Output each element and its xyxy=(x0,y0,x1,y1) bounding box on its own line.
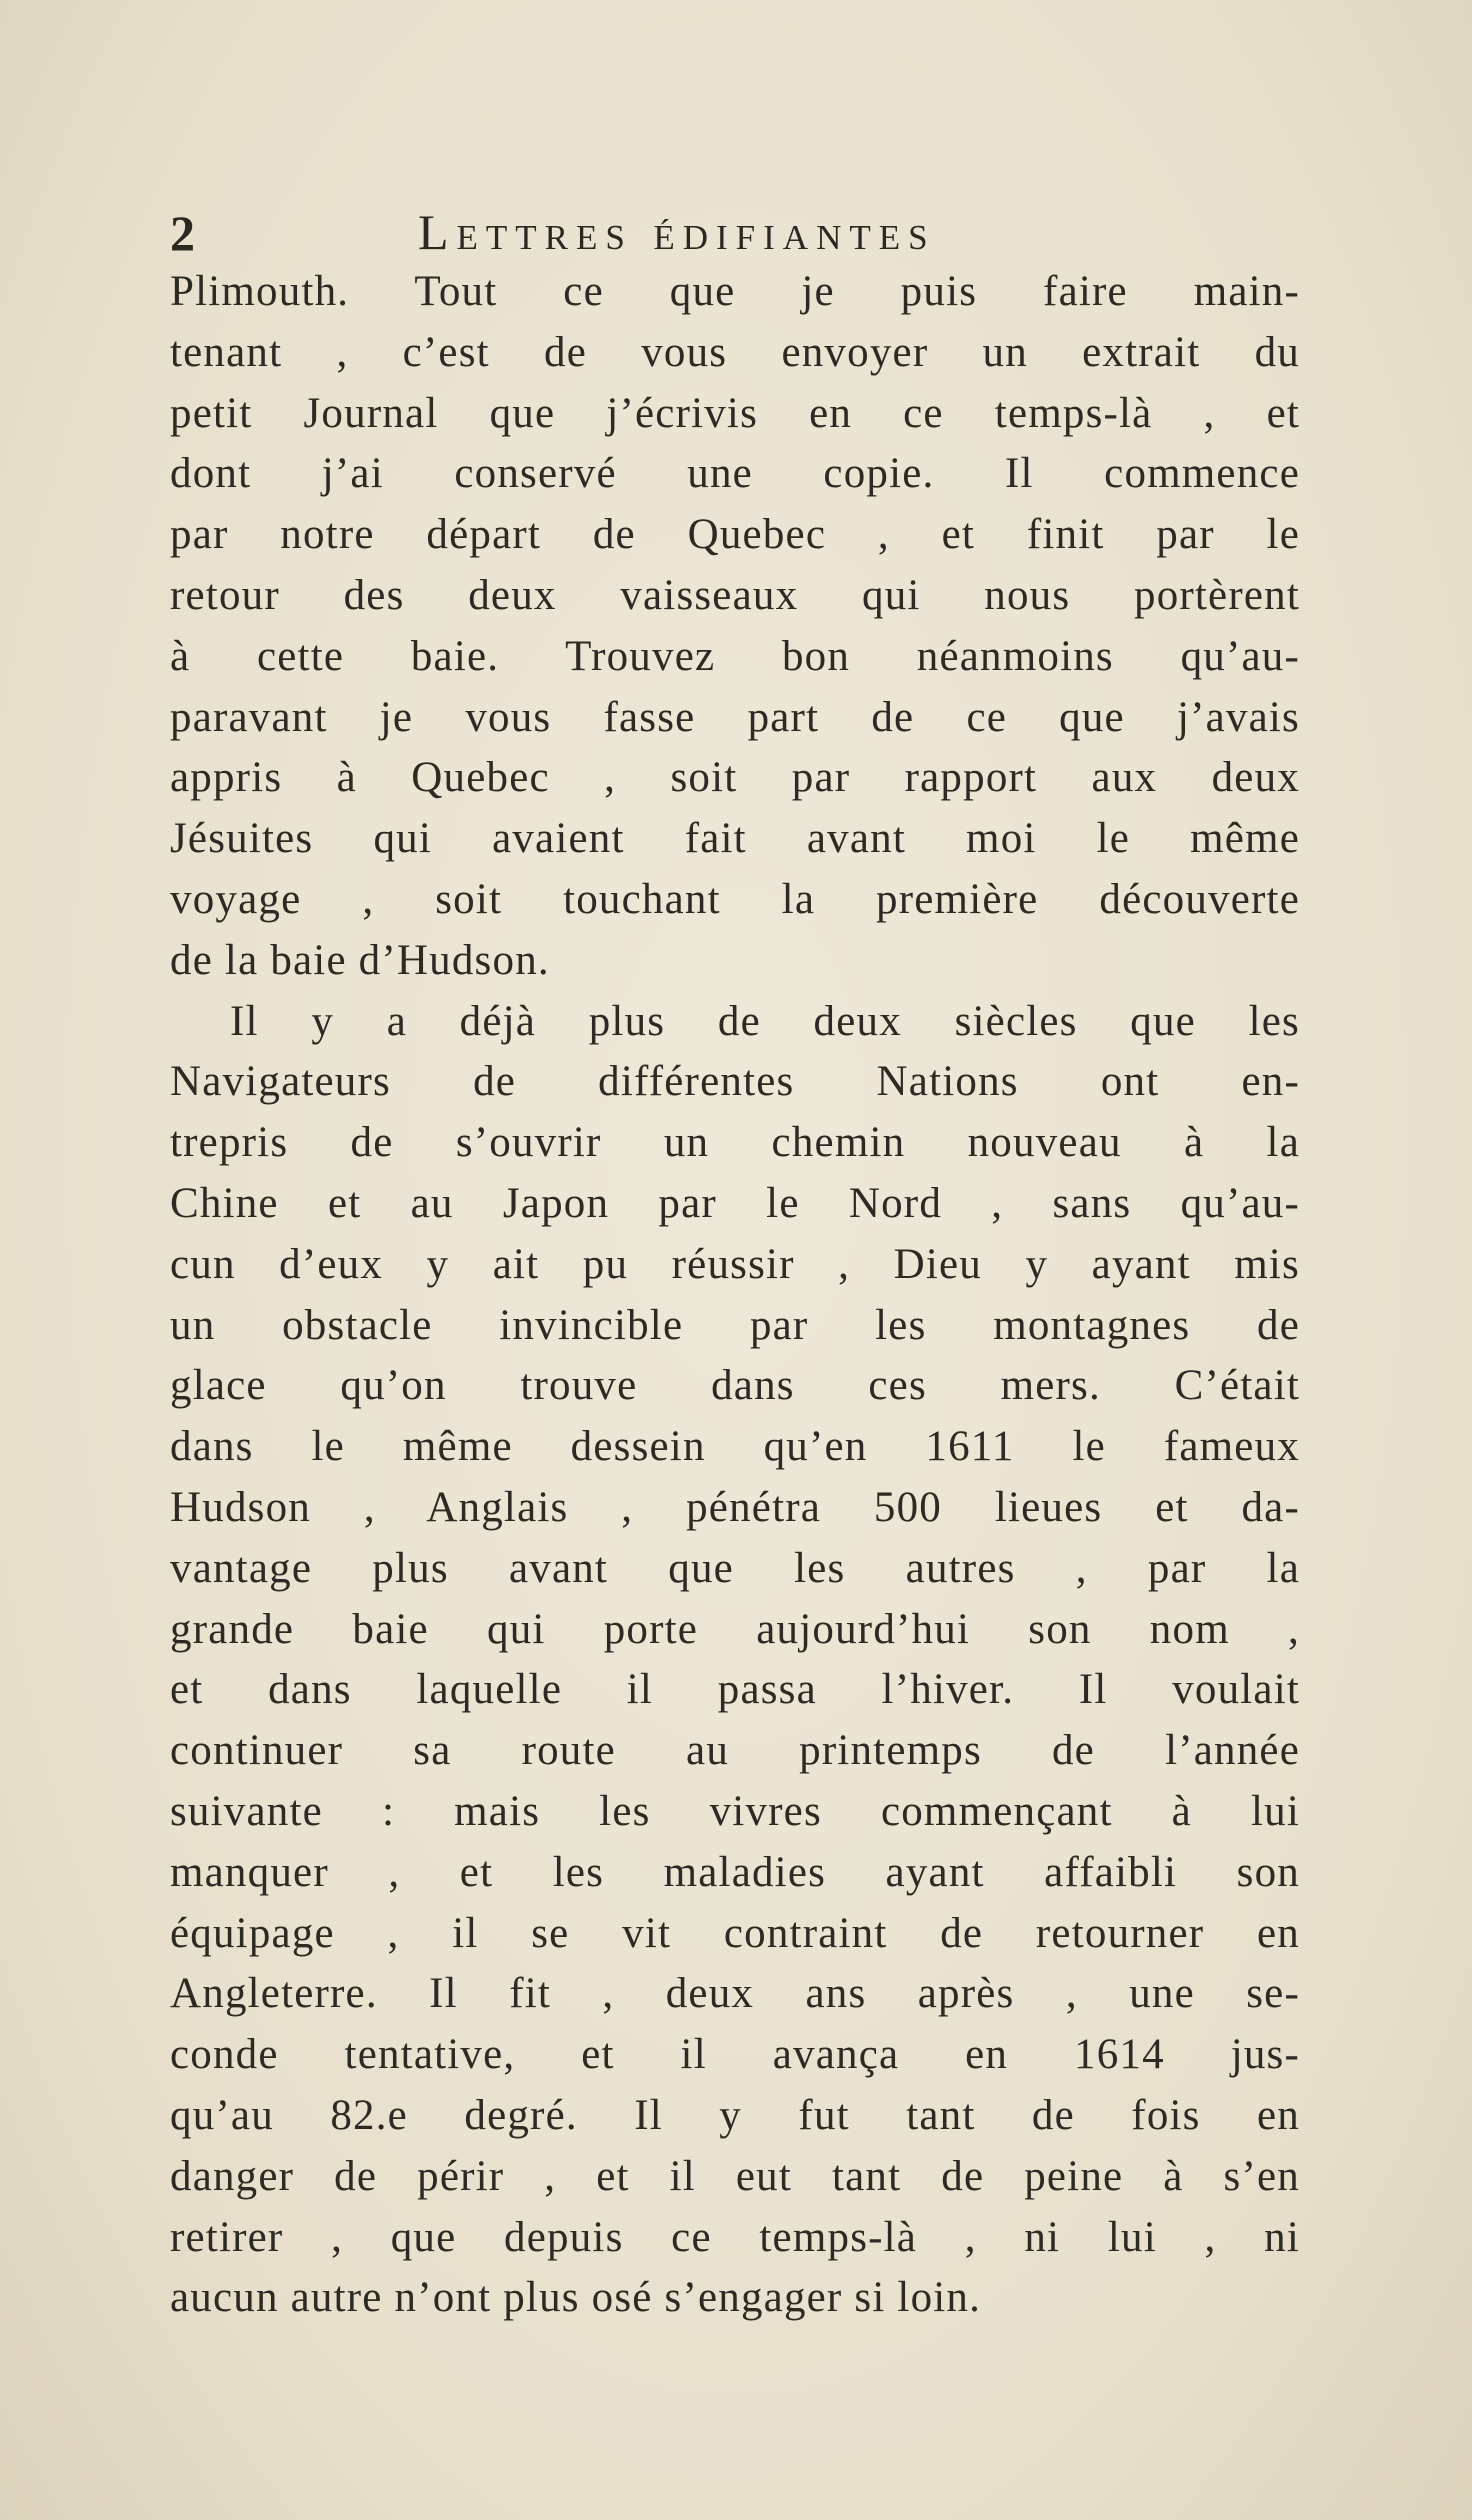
text-line: voyage , soit touchant la première découverte xyxy=(170,875,1300,923)
text-line: cun d’eux y ait pu réussir , Dieu y ayant mis xyxy=(170,1240,1300,1288)
text-line: danger de périr , et il eut tant de peine à s’en xyxy=(170,2152,1300,2200)
text-line: Chine et au Japon par le Nord , sans qu’au- xyxy=(170,1179,1300,1227)
text-line: dont j’ai conservé une copie. Il commence xyxy=(170,450,1300,498)
text-line: Jésuites qui avaient fait avant moi le même xyxy=(170,815,1300,863)
body-text xyxy=(170,262,1300,2329)
text-line: appris à Quebec , soit par rapport aux deux xyxy=(170,754,1300,802)
text-line: Navigateurs de différentes Nations ont en- xyxy=(170,1058,1300,1106)
text-line: Angleterre. Il fit , deux ans après , une se- xyxy=(170,1970,1300,2018)
text-line: Il y a déjà plus de deux siècles que les xyxy=(230,997,1300,1045)
text-line: qu’au 82.e degré. Il y fut tant de fois en xyxy=(170,2091,1300,2139)
text-line: tenant , c’est de vous envoyer un extrait du xyxy=(170,328,1300,376)
text-line: et dans laquelle il passa l’hiver. Il voulait xyxy=(170,1666,1300,1714)
text-line: à cette baie. Trouvez bon néanmoins qu’au- xyxy=(170,632,1300,680)
text-line: manquer , et les maladies ayant affaibli son xyxy=(170,1848,1300,1896)
text-line: suivante : mais les vivres commençant à lui xyxy=(170,1787,1300,1835)
text-line: Hudson , Anglais , pénétra 500 lieues et da- xyxy=(170,1483,1300,1531)
text-line: paravant je vous fasse part de ce que j’avais xyxy=(170,693,1300,741)
page-header xyxy=(170,204,1320,264)
text-line: glace qu’on trouve dans ces mers. C’était xyxy=(170,1362,1300,1410)
text-line: un obstacle invincible par les montagnes de xyxy=(170,1301,1300,1349)
text-line: grande baie qui porte aujourd’hui son nom , xyxy=(170,1605,1300,1653)
text-line: de la baie d’Hudson. xyxy=(170,936,550,984)
text-line: par notre départ de Quebec , et finit par le xyxy=(170,511,1300,559)
running-head: Lettres édifiantes xyxy=(418,204,936,260)
text-line: petit Journal que j’écrivis en ce temps-là , et xyxy=(170,389,1300,437)
text-line: aucun autre n’ont plus osé s’engager si loin. xyxy=(170,2274,982,2322)
text-line: dans le même dessein qu’en 1611 le fameux xyxy=(170,1423,1300,1471)
text-line: conde tentative, et il avança en 1614 jus- xyxy=(170,2031,1300,2079)
text-line: vantage plus avant que les autres , par la xyxy=(170,1544,1300,1592)
text-line: continuer sa route au printemps de l’année xyxy=(170,1727,1300,1775)
text-line: équipage , il se vit contraint de retourner en xyxy=(170,1909,1300,1957)
page-number: 2 xyxy=(170,205,195,261)
text-line: retour des deux vaisseaux qui nous portèrent xyxy=(170,571,1300,619)
text-line: Plimouth. Tout ce que je puis faire main- xyxy=(170,268,1300,315)
text-line: retirer , que depuis ce temps-là , ni lui , ni xyxy=(170,2213,1300,2261)
text-line: trepris de s’ouvrir un chemin nouveau à la xyxy=(170,1119,1300,1167)
